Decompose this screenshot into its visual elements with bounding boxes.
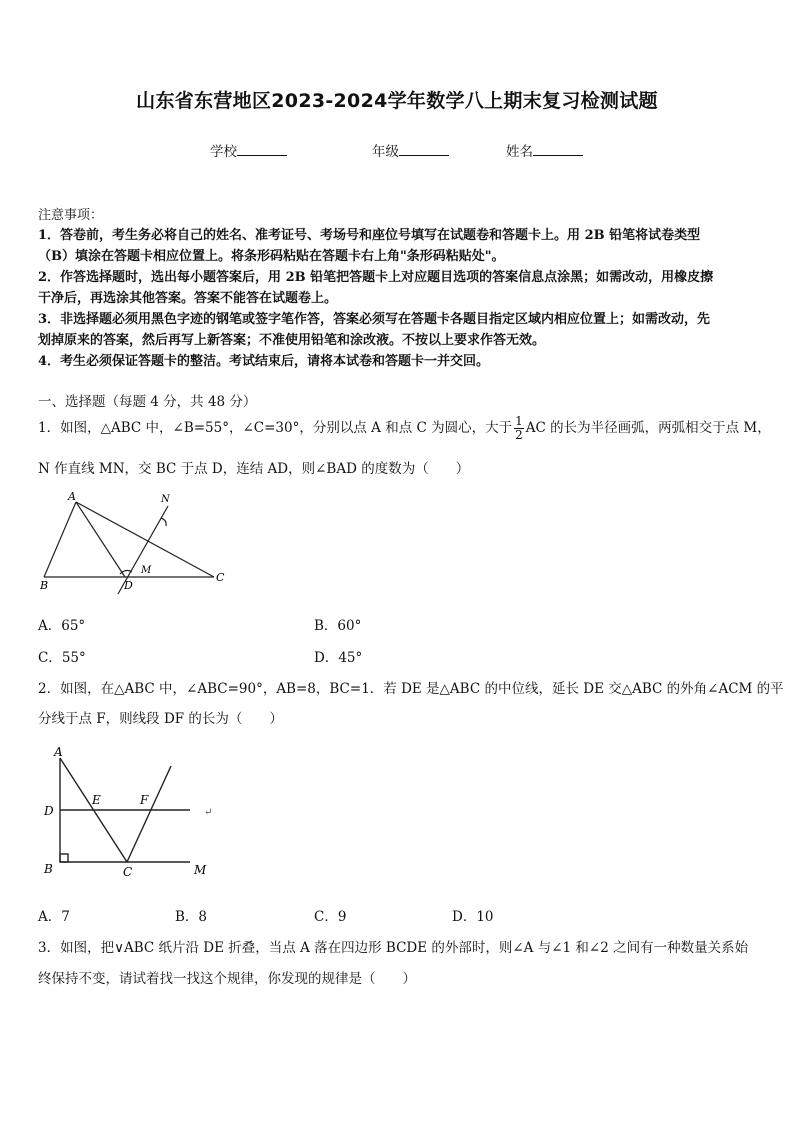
q2-triangle-figure <box>40 742 220 880</box>
name-field[interactable] <box>506 140 583 160</box>
q1-option-d[interactable]: D．45° <box>314 650 363 666</box>
section-heading: 一、选择题（每题 4 分，共 48 分） <box>38 394 257 410</box>
q1-text-a: 1．如图，△ABC 中，∠B=55°，∠C=30°，分别以点 A 和点 C 为圆心，大于 <box>38 420 513 436</box>
fraction-numerator: 1 <box>515 414 523 428</box>
label-N: N <box>161 494 170 505</box>
grade-field[interactable] <box>372 140 449 160</box>
notice-line: 2．作答选择题时，选出每小题答案后，用 2B 铅笔把答题卡上对应题目选项的答案信息点涂黑；如需改动，用橡皮擦 <box>38 270 714 285</box>
notice-line: 划掉原来的答案，然后再写上新答案；不准使用铅笔和涂改液。不按以上要求作答无效。 <box>38 333 546 348</box>
q2-option-c[interactable]: C．9 <box>314 909 347 925</box>
label-B: B <box>44 862 53 876</box>
page-title: 山东省东营地区2023-2024学年数学八上期末复习检测试题 <box>136 90 658 112</box>
label-C: C <box>216 571 225 584</box>
school-blank[interactable] <box>237 143 287 156</box>
fraction-denominator: 2 <box>515 428 523 442</box>
grade-label: 年级 <box>372 144 399 160</box>
label-M: M <box>141 565 152 576</box>
notice-heading: 注意事项： <box>38 208 104 223</box>
label-B: B <box>40 579 49 592</box>
q2-option-b[interactable]: B．8 <box>175 909 208 925</box>
grade-blank[interactable] <box>399 143 449 156</box>
notice-line: 3．非选择题必须用黑色字迹的钢笔或签字笔作答，答案必须写在答题卡各题目指定区域内相应位置上；如需改动，先 <box>38 312 711 327</box>
school-field[interactable] <box>210 140 287 160</box>
school-label: 学校 <box>210 144 237 160</box>
q2-option-a[interactable]: A．7 <box>38 909 70 925</box>
q2-option-d[interactable]: D．10 <box>452 909 494 925</box>
notice-line: 4．考生必须保证答题卡的整洁。考试结束后，请将本试卷和答题卡一并交回。 <box>38 354 490 369</box>
label-D: D <box>44 804 54 818</box>
name-label: 姓名 <box>506 144 533 160</box>
q1-option-a[interactable]: A．65° <box>38 618 86 634</box>
label-A: A <box>54 745 63 759</box>
notice-line: （B）填涂在答题卡相应位置上。将条形码粘贴在答题卡右上角"条形码粘贴处"。 <box>38 249 505 264</box>
notice-line: 1．答卷前，考生务必将自己的姓名、准考证号、考场号和座位号填写在试题卷和答题卡上。用 2B 铅笔将试卷类型 <box>38 228 701 243</box>
question-3-stem-line2: 终保持不变，请试着找一找这个规律，你发现的规律是（ ） <box>38 971 416 987</box>
return-mark: ↵ <box>204 807 213 818</box>
question-3-stem: 3．如图，把∨ABC 纸片沿 DE 折叠，当点 A 落在四边形 BCDE 的外部时，则∠A 与∠1 和∠2 之间有一种数量关系始 <box>38 940 749 956</box>
notice-line: 干净后，再选涂其他答案。答案不能答在试题卷上。 <box>38 291 338 306</box>
question-2-stem-line2: 分线于点 F，则线段 DF 的长为（ ） <box>38 711 283 727</box>
name-blank[interactable] <box>533 143 583 156</box>
fraction-half <box>514 415 524 442</box>
q1-text-b: AC 的长为半径画弧，两弧相交于点 M， <box>525 420 771 436</box>
label-M: M <box>194 863 207 877</box>
q1-option-b[interactable]: B．60° <box>314 618 362 634</box>
label-E: E <box>92 793 101 807</box>
label-F: F <box>140 793 149 807</box>
label-D: D <box>124 579 133 592</box>
label-A: A <box>68 490 76 503</box>
question-1-stem-line2: N 作直线 MN，交 BC 于点 D，连结 AD，则∠BAD 的度数为（ ） <box>38 461 470 477</box>
question-2-stem: 2．如图，在△ABC 中，∠ABC=90°，AB=8，BC=1．若 DE 是△ABC 的中位线，延长 DE 交△ABC 的外角∠ACM 的平 <box>38 681 784 697</box>
question-1-stem <box>38 413 771 443</box>
q1-option-c[interactable]: C．55° <box>38 650 86 666</box>
q1-triangle-figure <box>36 488 236 598</box>
label-C: C <box>123 865 133 879</box>
